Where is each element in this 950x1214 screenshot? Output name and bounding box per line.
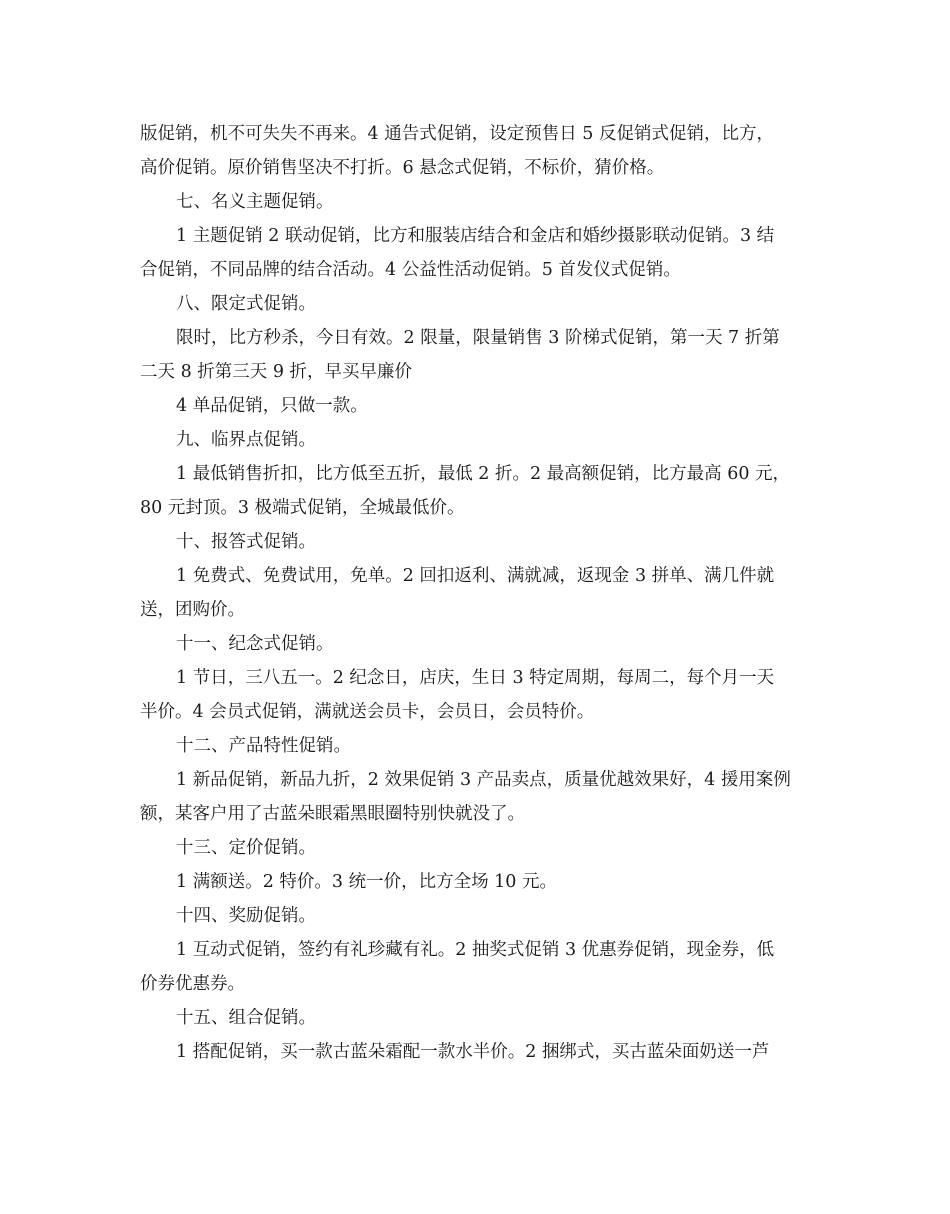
text-line: 十一、纪念式促销。	[176, 634, 334, 654]
text-line: 价券优惠券。	[140, 974, 245, 994]
text-line: 八、限定式促销。	[176, 294, 316, 314]
text-line: 七、名义主题促销。	[176, 192, 334, 212]
text-line: 十三、定价促销。	[176, 838, 316, 858]
text-line: 1 互动式促销，签约有礼珍藏有礼。2 抽奖式促销 3 优惠券促销，现金券，低	[176, 940, 775, 960]
text-line: 1 最低销售折扣，比方低至五折，最低 2 折。2 最高额促销，比方最高 60 元，	[176, 464, 791, 484]
text-line: 版促销，机不可失失不再来。4 通告式促销，设定预售日 5 反促销式促销，比方，	[140, 124, 774, 144]
text-line: 十二、产品特性促销。	[176, 736, 351, 756]
text-line: 十四、奖励促销。	[176, 906, 316, 926]
text-line: 十、报答式促销。	[176, 532, 316, 552]
text-line: 高价促销。原价销售坚决不打折。6 悬念式促销，不标价，猜价格。	[140, 158, 665, 178]
text-line: 额，某客户用了古蓝朵眼霜黑眼圈特别快就没了。	[140, 804, 525, 824]
text-line: 二天 8 折第三天 9 折，早买早廉价	[140, 362, 413, 382]
text-line: 十五、组合促销。	[176, 1008, 316, 1028]
document-body	[140, 117, 812, 1069]
text-line: 半价。4 会员式促销，满就送会员卡，会员日，会员特价。	[140, 702, 595, 722]
text-line: 1 新品促销，新品九折，2 效果促销 3 产品卖点，质量优越效果好，4 援用案例	[176, 770, 791, 790]
text-line: 1 节日，三八五一。2 纪念日，店庆，生日 3 特定周期，每周二，每个月一天	[176, 668, 775, 688]
text-line: 送，团购价。	[140, 600, 245, 620]
text-line: 1 搭配促销，买一款古蓝朵霜配一款水半价。2 捆绑式，买古蓝朵面奶送一芦	[176, 1042, 770, 1062]
text-line: 4 单品促销，只做一款。	[176, 396, 368, 416]
text-line: 1 主题促销 2 联动促销，比方和服装店结合和金店和婚纱摄影联动促销。3 结	[176, 226, 775, 246]
text-line: 1 满额送。2 特价。3 统一价，比方全场 10 元。	[176, 872, 557, 892]
text-line: 限时，比方秒杀，今日有效。2 限量，限量销售 3 阶梯式促销，第一天 7 折第	[176, 328, 780, 348]
text-line: 80 元封顶。3 极端式促销，全城最低价。	[140, 498, 465, 518]
text-line: 九、临界点促销。	[176, 430, 316, 450]
text-line: 1 免费式、免费试用，免单。2 回扣返利、满就减，返现金 3 拼单、满几件就	[176, 566, 775, 586]
text-line: 合促销，不同品牌的结合活动。4 公益性活动促销。5 首发仪式促销。	[140, 260, 681, 280]
